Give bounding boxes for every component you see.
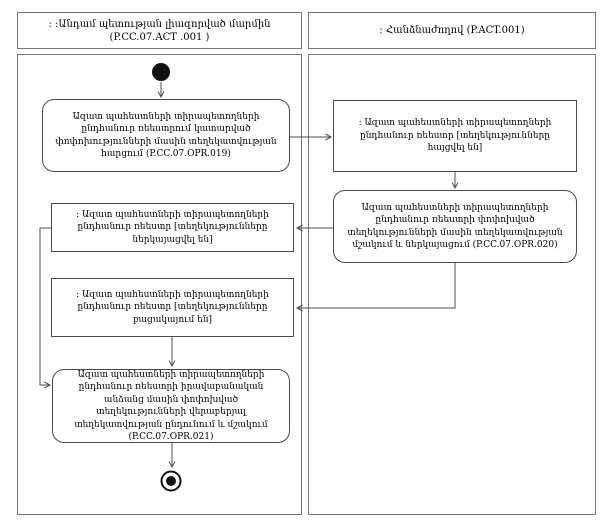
- swimlane-title: : Հանձնաժողով (P.ACT.001): [379, 25, 525, 36]
- object-node-registry-presented: : Ազատ պահեստների տիրապետողների ընդհանուր ռեեստր [տեղեկությունները ներկայացվել են]: [51, 203, 294, 252]
- action-node-opr021: Ազատ պահեստների տիրապետողների ընդհանուր ռեեստրի իրավաբանական անձանց մասին փոփոխված տեղեկությունների վերաբերյալ տեղեկատվության ընդունում և մշակում (P.CC.07.OPR.021): [52, 369, 290, 443]
- object-node-registry-requested: : Ազատ պահեստների տիրապետողների ընդհանուր ռեեստր [տեղեկությունները հայցվել են]: [333, 100, 577, 172]
- swimlane-title: : :Անդամ պետության լիազորված մարմին: [48, 18, 271, 30]
- object-node-registry-absent: : Ազատ պահեստների տիրապետողների ընդհանուր ռեեստր [տեղեկությունները բացակայում են]: [51, 278, 294, 337]
- swimlane-subtitle: (P.CC.07.ACT .001 ): [109, 31, 210, 43]
- action-node-opr020: Ազատ պահեստների տիրապետողների ընդհանուր ռեեստրի փոփոխված տեղեկությունների մասին տեղեկատվության մշակում և ներկայացում (P.CC.07.OPR.020): [333, 190, 577, 263]
- swimlane-header-commission: [308, 12, 596, 49]
- action-node-opr019: Ազատ պահեստների տիրապետողների ընդհանուր ռեեստրում կատարված փոփոխությունների մասին տեղեկատվության հարցում (P.CC.07.OPR.019): [42, 99, 290, 172]
- swimlane-header-authority: [17, 12, 302, 49]
